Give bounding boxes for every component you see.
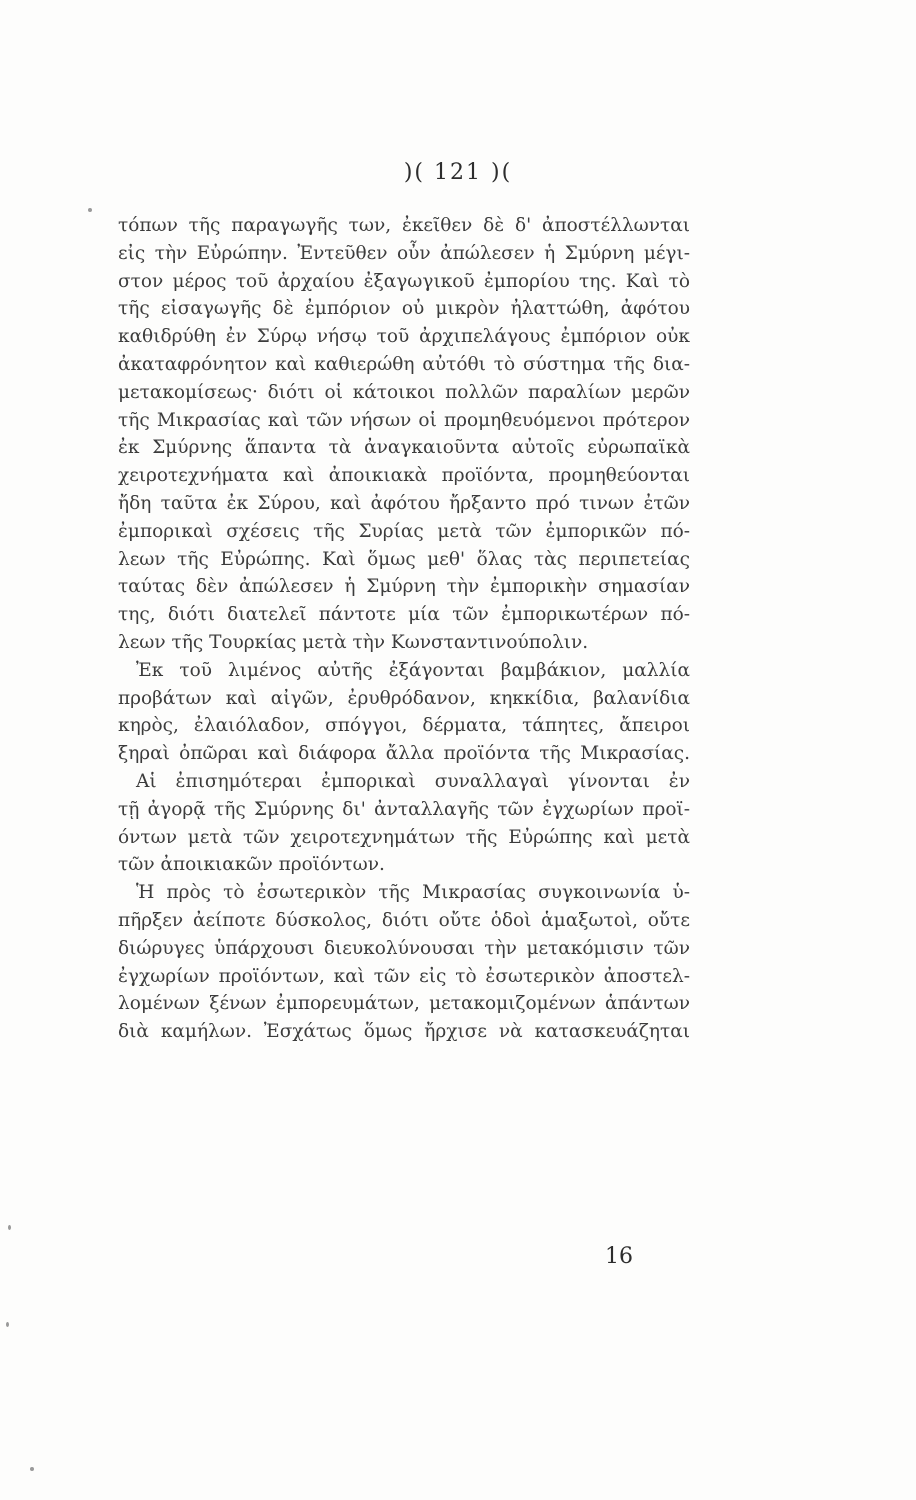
- text-line: στον μέρος τοῦ ἀρχαίου ἐξαγωγικοῦ ἐμπορίου της. Καὶ τὸ: [118, 270, 690, 292]
- text-line: ξηραὶ ὀπῶραι καὶ διάφορα ἄλλα προϊόντα τῆς Μικρασίας.: [118, 743, 690, 765]
- text-line: καθιδρύθη ἐν Σύρῳ νήσῳ τοῦ ἀρχιπελάγους ἐμπόριον οὐκ: [118, 326, 690, 348]
- text-line: τῇ ἀγορᾷ τῆς Σμύρνης δι' ἀνταλλαγῆς τῶν ἐγχωρίων προϊ-: [118, 798, 690, 820]
- signature-mark: 16: [605, 1244, 633, 1269]
- text-line: προβάτων καὶ αἰγῶν, ἐρυθρόδανον, κηκκίδια, βαλανίδια: [118, 687, 690, 709]
- text-line: τῆς εἰσαγωγῆς δὲ ἐμπόριον οὐ μικρὸν ἠλαττώθη, ἀφότου: [118, 298, 690, 320]
- text-line: πῆρξεν ἀείποτε δύσκολος, διότι οὔτε ὁδοὶ ἁμαξωτοὶ, οὔτε: [118, 909, 690, 931]
- text-line: Ἡ πρὸς τὸ ἐσωτερικὸν τῆς Μικρασίας συγκοινωνία ὑ-: [136, 882, 690, 904]
- ink-speck: [30, 1467, 34, 1471]
- text-line: διώρυγες ὑπάρχουσι διευκολύνουσαι τὴν μετακόμισιν τῶν: [118, 937, 690, 959]
- text-line: λομένων ξένων ἐμπορευμάτων, μετακομιζομένων ἁπάντων: [118, 993, 690, 1015]
- text-line: τῆς Μικρασίας καὶ τῶν νήσων οἱ προμηθευόμενοι πρότερον: [118, 409, 690, 431]
- body-text: [118, 212, 690, 1046]
- text-line: εἰς τὴν Εὐρώπην. Ἐντεῦθεν οὖν ἀπώλεσεν ἡ Σμύρνη μέγι-: [118, 242, 690, 264]
- ink-speck: [8, 1225, 11, 1230]
- text-line: μετακομίσεως· διότι οἱ κάτοικοι πολλῶν παραλίων μερῶν: [118, 381, 690, 403]
- text-line: όντων μετὰ τῶν χειροτεχνημάτων τῆς Εὐρώπης καὶ μετὰ: [118, 826, 690, 848]
- running-head-page-number: )( 121 )(: [403, 160, 513, 185]
- text-line: τῶν ἀποικιακῶν προϊόντων.: [118, 854, 385, 876]
- ink-speck: [6, 1322, 9, 1327]
- text-line: τόπων τῆς παραγωγῆς των, ἐκεῖθεν δὲ δ' ἀποστέλλωνται: [118, 215, 690, 236]
- text-line: ἐκ Σμύρνης ἅπαντα τὰ ἀναγκαιοῦντα αὐτοῖς εὐρωπαϊκὰ: [118, 437, 690, 459]
- text-line: ἤδη ταῦτα ἐκ Σύρου, καὶ ἀφότου ἤρξαντο πρό τινων ἐτῶν: [118, 492, 690, 514]
- text-line: ταύτας δὲν ἀπώλεσεν ἡ Σμύρνη τὴν ἐμπορικὴν σημασίαν: [118, 576, 690, 598]
- text-line: Αἱ ἐπισημότεραι ἐμπορικαὶ συναλλαγαὶ γίνονται ἐν: [136, 770, 690, 792]
- text-line: λεων τῆς Τουρκίας μετὰ τὴν Κωνσταντινούπολιν.: [118, 631, 589, 653]
- text-line: διὰ καμήλων. Ἐσχάτως ὅμως ἤρχισε νὰ κατασκευάζηται: [118, 1021, 690, 1043]
- text-line: ἐμπορικαὶ σχέσεις τῆς Συρίας μετὰ τῶν ἐμπορικῶν πό-: [118, 520, 690, 542]
- text-line: Ἐκ τοῦ λιμένος αὐτῆς ἐξάγονται βαμβάκιον, μαλλία: [136, 659, 690, 681]
- ink-speck: [88, 208, 92, 212]
- text-line: λεων τῆς Εὐρώπης. Καὶ ὅμως μεθ' ὅλας τὰς περιπετείας: [118, 548, 690, 570]
- text-line: ἐγχωρίων προϊόντων, καὶ τῶν εἰς τὸ ἐσωτερικὸν ἀποστελ-: [118, 965, 690, 987]
- text-line: χειροτεχνήματα καὶ ἀποικιακὰ προϊόντα, προμηθεύονται: [118, 465, 690, 487]
- text-line: της, διότι διατελεῖ πάντοτε μία τῶν ἐμπορικωτέρων πό-: [118, 604, 690, 626]
- text-line: ἀκαταφρόνητον καὶ καθιερώθη αὐτόθι τὸ σύστημα τῆς δια-: [118, 353, 690, 375]
- text-line: κηρὸς, ἐλαιόλαδον, σπόγγοι, δέρματα, τάπητες, ἄπειροι: [118, 715, 690, 737]
